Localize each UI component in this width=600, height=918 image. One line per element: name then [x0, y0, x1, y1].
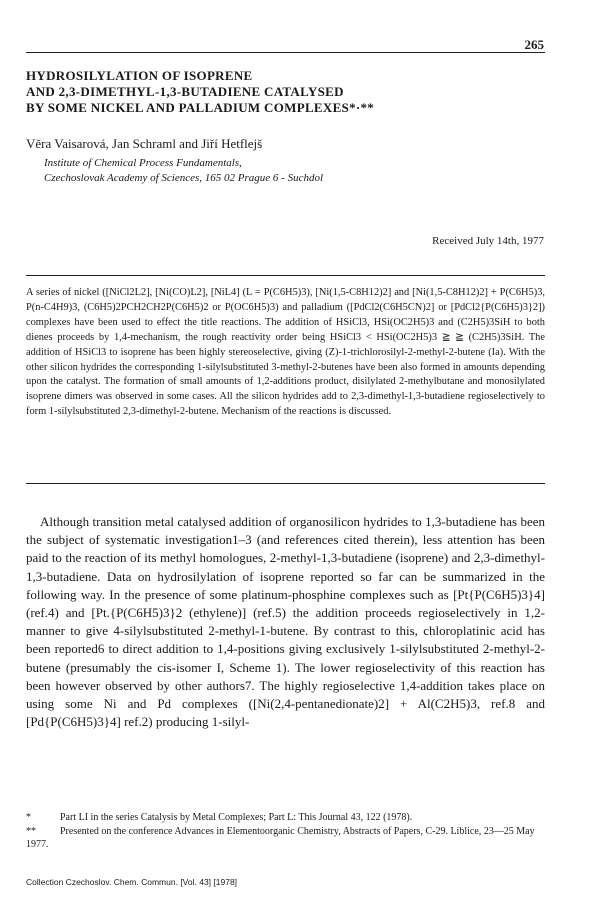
footnote-1 — [26, 811, 545, 825]
authors: Věra Vaisarová, Jan Schraml and Jiří Hetflejš — [26, 136, 263, 151]
footnote-1-mark: * — [26, 812, 31, 823]
page-number: 265 — [524, 37, 544, 52]
title-line-1: HYDROSILYLATION OF ISOPRENE — [26, 68, 253, 83]
header-rule — [26, 52, 545, 53]
abstract-top-rule — [26, 275, 545, 276]
footnote-2 — [26, 825, 545, 852]
title-line-2: AND 2,3-DIMETHYL-1,3-BUTADIENE CATALYSED — [26, 84, 344, 99]
abstract: A series of nickel ([NiCl2L2], [Ni(CO)L2], [NiL4] (L = P(C6H5)3), [Ni(1,5-C8H12)2] and [Ni(1,5-C8H12)2] + P(C6H5)3, P(n-C4H9)3, (C6H5)2PCH2CH2P(C6H5)2 or P(OC6H5)3) and palladium ([PdCl2(C6H5CN)2] or [PdCl2{P(C6H5)3}2]) complexes have been used to effect the title reactions. The addition of HSiCl3, HSi(OC2H5)3 and (C2H5)3SiH to both dienes proceeds by 1,4-mechanism, the rough reactivity order being HSiCl3 < HSi(OC2H5)3 ≧ ≧ (C2H5)3SiH. The addition of HSiCl3 to isoprene has been highly stereoselective, giving (Z)-1-trichlorosilyl-2-methyl-2-butene (Ia). With the other silicon hydrides the corresponding 1-silylsubstituted 3-methyl-2-butenes have been also formed in amounts depending upon the catalyst. The formation of small amounts of 1,2-additions product, disilylated 2-methylbutane and monosilylated isoprene dimers was observed in some cases. All the silicon hydrides add to 2,3-dimethyl-1,3-butadiene regioselectively to form 1-silylsubstituted 2,3-dimethyl-2-butene. Mechanism of the reactions is discussed. — [26, 287, 545, 418]
footnote-1-text: Part LI in the series Catalysis by Metal Complexes; Part L: This Journal 43, 122 (1978). — [60, 812, 413, 823]
footnotes — [26, 811, 545, 852]
abstract-bottom-rule — [26, 483, 545, 484]
body-text: Although transition metal catalysed addition of organosilicon hydrides to 1,3-butadiene has been the subject of systematic investigation1–3 (and references cited therein), less attention has been paid to the reaction of its methyl homologues, 2-methyl-1,3-butadiene (isoprene) and 2,3-dimethyl-1,3-butadiene. Data on hydrosilylation of isoprene reported so far can be summarized in the following way. In the presence of some platinum-phosphine complexes such as [Pt{P(C6H5)3}4] (ref.4) and [Pt.{P(C6H5)3}2 (ethylene)] (ref.5) the addition proceeds regioselectively in 1,2-manner to give 4-silylsubstituted 2-methyl-1-butene. By contrast to this, chloroplatinic acid has been reported6 to direct addition to 1,4-positions giving exclusively 1-silylsubstituted 2-methyl-2-butene (presumably the cis-isomer I, Scheme 1). The lower regioselectivity of this reaction has been however observed by other authors7. The highly regioselective 1,4-addition takes place on using some Ni and Pd complexes ([Ni(2,4-pentanedionate)2] + Al(C2H5)3, ref.8 and [Pd{P(C6H5)3}4] ref.2) producing 1-silyl- — [26, 514, 545, 730]
affiliation-line-1: Institute of Chemical Process Fundamentals, — [44, 157, 242, 169]
received-date: Received July 14th, 1977 — [432, 235, 544, 247]
footnote-2-mark: ** — [26, 825, 36, 837]
footnote-2-text: Presented on the conference Advances in Elementoorganic Chemistry, Abstracts of Papers, C-29. Liblice, 23—25 May 1977. — [26, 825, 535, 850]
affiliation-line-2: Czechoslovak Academy of Sciences, 165 02 Prague 6 - Suchdol — [44, 172, 324, 184]
title-line-3: BY SOME NICKEL AND PALLADIUM COMPLEXES*·** — [26, 100, 375, 115]
article-title — [26, 68, 546, 116]
affiliation — [44, 156, 323, 186]
journal-footer: Collection Czechoslov. Chem. Commun. [Vol. 43] [1978] — [26, 877, 238, 887]
